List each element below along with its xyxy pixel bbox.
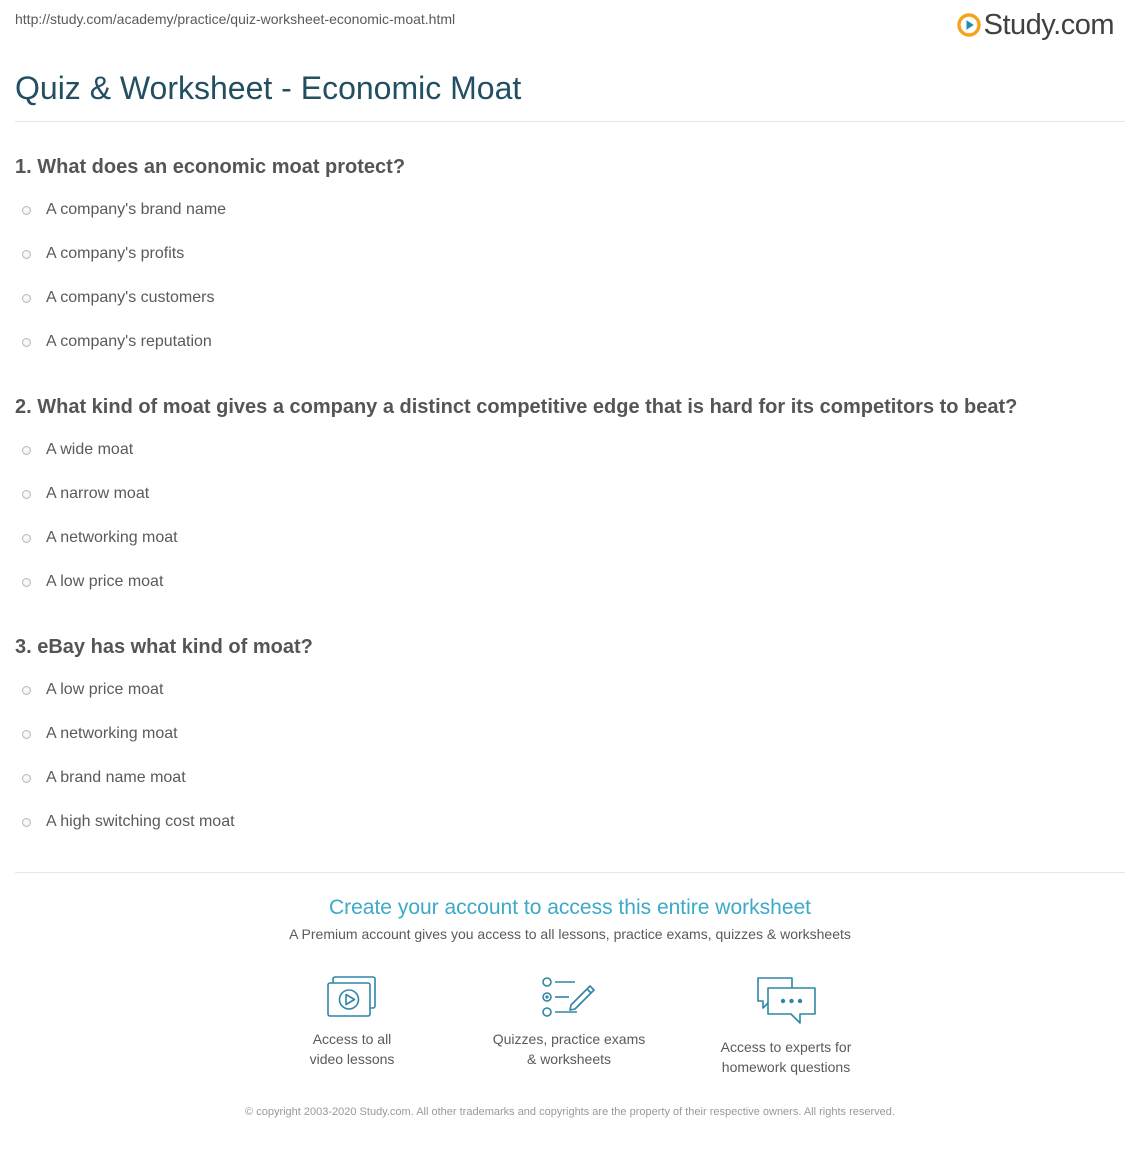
choice-label: A brand name moat xyxy=(46,769,186,786)
radio-button[interactable] xyxy=(22,686,31,695)
radio-button[interactable] xyxy=(22,490,31,499)
q2-choice-1[interactable] xyxy=(22,439,133,461)
q3-choice-3[interactable] xyxy=(22,767,186,789)
choice-label: A wide moat xyxy=(46,441,134,458)
radio-button[interactable] xyxy=(22,294,31,303)
choice-label: A low price moat xyxy=(46,573,164,590)
radio-button[interactable] xyxy=(22,818,31,827)
study-com-logo[interactable] xyxy=(957,8,1114,42)
quiz-checklist-icon xyxy=(541,975,597,1019)
radio-button[interactable] xyxy=(22,730,31,739)
radio-button[interactable] xyxy=(22,534,31,543)
question-3: 3. eBay has what kind of moat? xyxy=(15,636,313,658)
radio-button[interactable] xyxy=(22,774,31,783)
q3-choice-4[interactable] xyxy=(22,811,235,833)
page-url: http://study.com/academy/practice/quiz-worksheet-economic-moat.html xyxy=(15,11,456,27)
page-title: Quiz & Worksheet - Economic Moat xyxy=(15,70,522,106)
radio-button[interactable] xyxy=(22,578,31,587)
radio-button[interactable] xyxy=(22,446,31,455)
feature-label: Quizzes, practice exams & worksheets xyxy=(492,1031,646,1067)
chat-bubbles-icon xyxy=(754,975,818,1027)
feature-label: Access to all video lessons xyxy=(309,1031,395,1067)
create-account-link[interactable]: Create your account to access this entire worksheet xyxy=(328,896,812,919)
choice-label: A networking moat xyxy=(46,725,178,742)
choice-label: A company's customers xyxy=(46,289,215,306)
q1-choice-1[interactable] xyxy=(22,199,226,221)
title-divider xyxy=(15,121,1125,122)
choice-label: A company's profits xyxy=(46,245,185,262)
q3-choice-2[interactable] xyxy=(22,723,178,745)
feature-label: Access to experts for homework questions xyxy=(720,1039,852,1075)
q2-choice-3[interactable] xyxy=(22,527,178,549)
question-1: 1. What does an economic moat protect? xyxy=(15,156,406,178)
q2-choice-2[interactable] xyxy=(22,483,149,505)
choice-label: A high switching cost moat xyxy=(46,813,235,830)
premium-description: A Premium account gives you access to all lessons, practice exams, quizzes & worksheets xyxy=(289,926,851,942)
choice-label: A company's reputation xyxy=(46,333,212,350)
top-bar xyxy=(0,0,1140,50)
logo-text: Study.com xyxy=(983,8,1114,41)
questions-divider xyxy=(15,872,1125,873)
feature-quizzes xyxy=(469,975,669,1069)
radio-button[interactable] xyxy=(22,206,31,215)
q1-choice-4[interactable] xyxy=(22,331,212,353)
radio-button[interactable] xyxy=(22,250,31,259)
feature-experts xyxy=(686,975,886,1077)
choice-label: A networking moat xyxy=(46,529,178,546)
play-circle-logo-icon xyxy=(957,13,981,37)
choice-label: A low price moat xyxy=(46,681,164,698)
copyright-notice: © copyright 2003-2020 Study.com. All other trademarks and copyrights are the property of their respective owners. All rights reserved. xyxy=(245,1106,895,1118)
q2-choice-4[interactable] xyxy=(22,571,163,593)
radio-button[interactable] xyxy=(22,338,31,347)
video-lessons-icon xyxy=(326,975,378,1019)
feature-video-lessons xyxy=(252,975,452,1069)
q1-choice-2[interactable] xyxy=(22,243,184,265)
choice-label: A narrow moat xyxy=(46,485,150,502)
question-2: 2. What kind of moat gives a company a distinct competitive edge that is hard for its competitors to beat? xyxy=(15,396,1018,418)
q3-choice-1[interactable] xyxy=(22,679,163,701)
choice-label: A company's brand name xyxy=(46,201,227,218)
q1-choice-3[interactable] xyxy=(22,287,214,309)
